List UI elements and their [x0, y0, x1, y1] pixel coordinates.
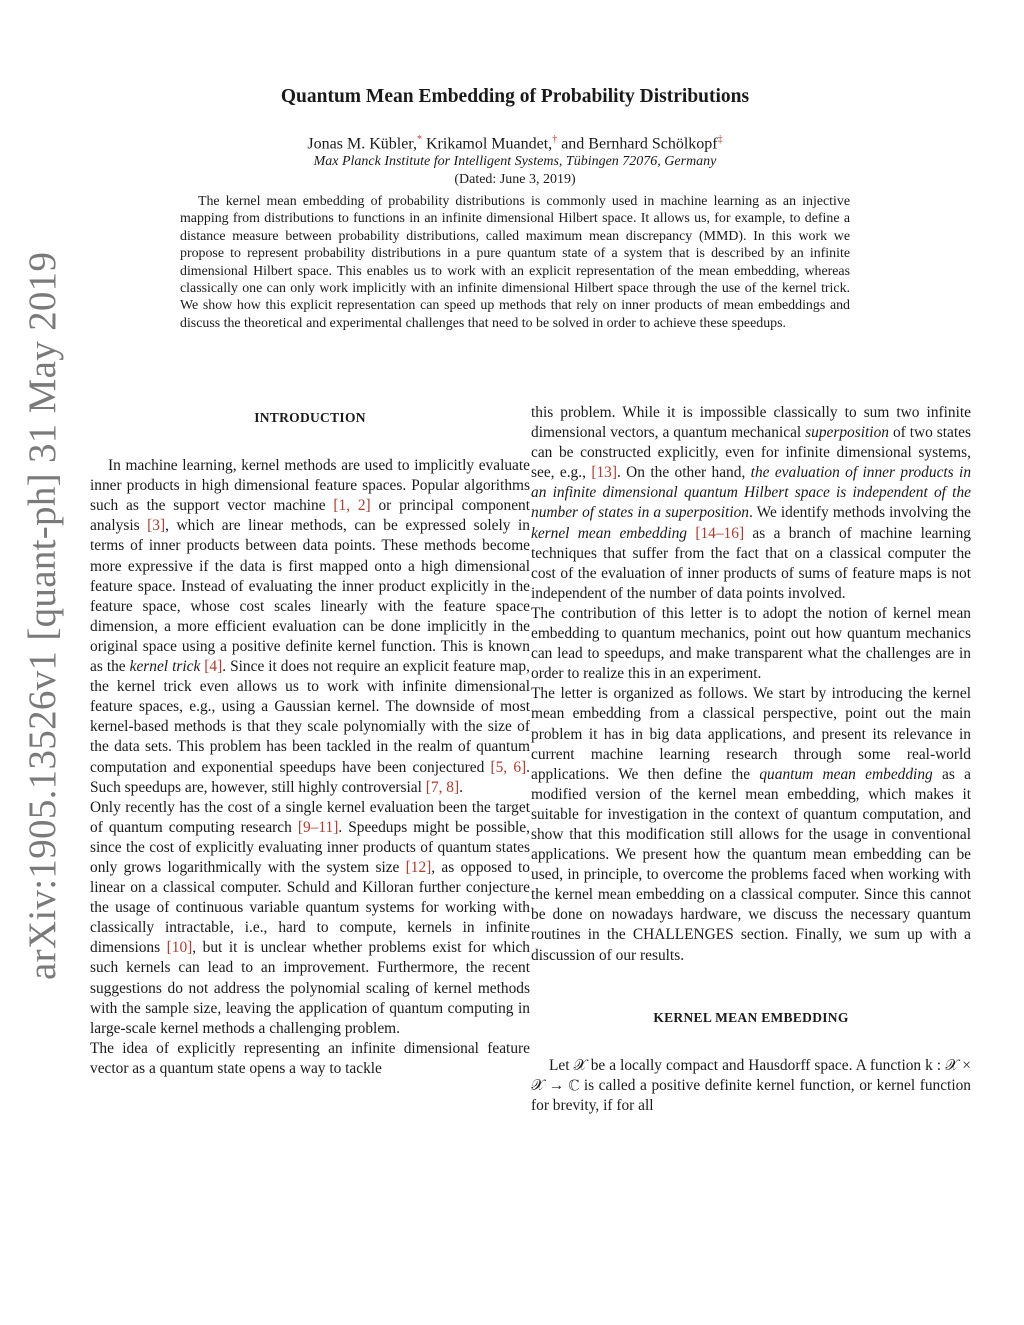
- paper-title: Quantum Mean Embedding of Probability Distributions: [280, 86, 750, 107]
- intro-paragraph-6: The letter is organized as follows. We start by introducing the kernel mean embedding from a classical perspective, point out the main problem it has in big data applications, and present its relevance in current machine learning research through some real-world applications. We then define the quantum mean embedding as a modified version of the kernel mean embedding, which makes it suitable for investigation in the context of quantum computation, and show that this modification still allows for the usage in conventional applications. We present how the quantum mean embedding can be used, in principle, to overcome the problems faced when working with the kernel mean embedding on a classical computer. Since this cannot be done on nowadays hardware, we discuss the necessary quantum routines in the CHALLENGES section. Finally, we sum up with a discussion of our results.: [531, 685, 971, 964]
- citation-link[interactable]: [9–11]: [297, 818, 339, 836]
- author-kubler: Jonas M. Kübler,: [307, 135, 417, 153]
- citation-link[interactable]: [5, 6]: [490, 758, 527, 776]
- abstract: The kernel mean embedding of probability distributions is commonly used in machine learning as an injective mapping from distributions to functions in an infinite dimensional Hilbert space. It allows us, for example, to define a distance measure between probability distributions, called maximum mean discrepancy (MMD). In this work we propose to represent probability distributions in a pure quantum state of a system that is described by an infinite dimensional Hilbert space. This enables us to work with an explicit representation of the mean embedding, whereas classically one can only work implicitly with an infinite dimensional Hilbert space through the use of the kernel trick. We show how this explicit representation can speed up methods that rely on inner products of mean embeddings and discuss the theoretical and experimental challenges that need to be solved in order to achieve these speedups.: [180, 194, 850, 331]
- intro-paragraph-2: Only recently has the cost of a single kernel evaluation been the target of quantum computing research [9–11]. Speedups might be possible, since the cost of explicitly evaluating inner products of quantum states only grows logarithmically with the system size [12], as opposed to linear on a classical computer. Schuld and Killoran further conjecture the usage of continuous variable quantum systems for working with classically intractable, i.e., hard to compute, kernels in infinite dimensions [10], but it is unclear whether problems exist for which such kernels can lead to an improvement. Furthermore, the recent suggestions do not address the polynomial scaling of kernel methods with the sample size, leaving the application of quantum computing in large-scale kernel methods a challenging problem.: [90, 798, 530, 1037]
- paper-header: [150, 86, 880, 188]
- author-scholkopf: and Bernhard Schölkopf: [557, 135, 718, 153]
- intro-paragraph-4: this problem. While it is impossible classically to sum two infinite dimensional vectors, a quantum mechanical superposition of two states can be constructed explicitly, even for infinite dimensional systems, see, e.g., [13]. On the other hand, the evaluation of inner products in an infinite dimensional quantum Hilbert space is independent of the number of states in a superposition. We identify methods involving the kernel mean embedding [14–16] as a branch of machine learning techniques that suffer from the fact that on a classical computer the cost of the evaluation of inner products of sums of feature maps is not independent of the number of data points involved.: [531, 404, 972, 602]
- citation-link[interactable]: [13]: [591, 464, 617, 482]
- citation-link[interactable]: [4]: [204, 658, 223, 676]
- left-column: [90, 400, 530, 1079]
- intro-paragraph-1: In machine learning, kernel methods are used to implicitly evaluate inner products in high dimensional feature spaces. Popular algorithms such as the support vector machine [1, 2] or principal component analysis [3], which are linear methods, can be expressed solely in terms of inner products between data points. These methods become more expressive if the data is first mapped onto a high dimensional feature space. Instead of evaluating the inner product explicitly in the feature space, whose cost scales linearly with the feature space dimension, a more efficient evaluation can be done implicitly in the original space using a positive definite kernel function. This is known as the kernel trick [4]. Since it does not require an explicit feature map, the kernel trick even allows us to work with infinite dimensional feature spaces, e.g., using a Gaussian kernel. The downside of most kernel-based methods is that they scale polynomially with the size of the data sets. This problem has been tackled in the realm of quantum computation and exponential speedups have been conjectured [5, 6]. Such speedups are, however, still highly controversial [7, 8].: [90, 457, 531, 796]
- author-mark-3[interactable]: ‡: [717, 134, 723, 145]
- citation-link[interactable]: [3]: [147, 517, 166, 535]
- right-column: [531, 403, 971, 1116]
- date-line: (Dated: June 3, 2019): [454, 172, 576, 188]
- arxiv-identifier: arXiv:1905.13526v1 [quant-ph] 31 May 2019: [21, 251, 64, 980]
- author-muandet: Krikamol Muandet,: [421, 135, 553, 153]
- section-heading-introduction: INTRODUCTION: [254, 410, 366, 425]
- citation-link[interactable]: [14–16]: [695, 524, 745, 542]
- author-list: [150, 134, 880, 153]
- intro-paragraph-5: The contribution of this letter is to adopt the notion of kernel mean embedding to quantum mechanics, point out how quantum mechanics can lead to speedups, and make transparent what the challenges are in order to realize this in an experiment.: [531, 604, 971, 683]
- author-mark-1[interactable]: *: [416, 134, 422, 145]
- citation-link[interactable]: [12]: [405, 858, 432, 876]
- kme-paragraph-1: Let 𝒳 be a locally compact and Hausdorff space. A function k : 𝒳 × 𝒳 → ℂ is called a positive definite kernel function, or kernel function for brevity, if for all: [531, 1056, 971, 1114]
- intro-paragraph-3: The idea of explicitly representing an infinite dimensional feature vector as a quantum state opens a way to tackle: [90, 1039, 530, 1077]
- citation-link[interactable]: [7, 8]: [425, 778, 460, 796]
- affiliation: Max Planck Institute for Intelligent Systems, Tübingen 72076, Germany: [313, 154, 717, 170]
- citation-link[interactable]: [1, 2]: [333, 497, 371, 515]
- author-mark-2[interactable]: †: [552, 134, 558, 145]
- citation-link[interactable]: [10]: [166, 939, 193, 957]
- section-heading-kernel-mean-embedding: KERNEL MEAN EMBEDDING: [653, 1009, 849, 1025]
